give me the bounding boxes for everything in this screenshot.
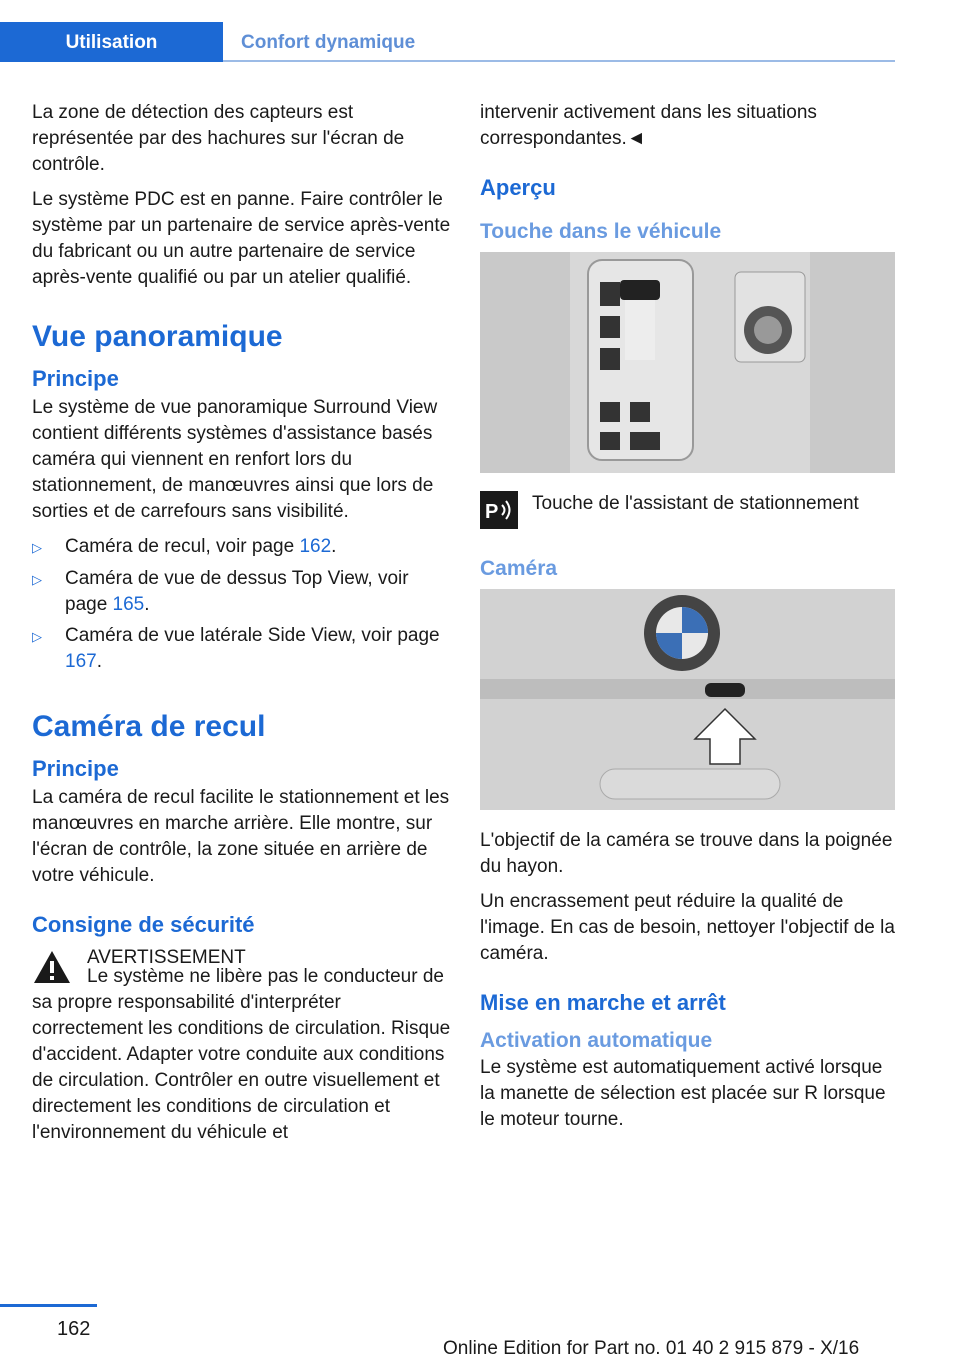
- left-column: [32, 100, 452, 1146]
- icon-caption: Touche de l'assistant de stationnement: [532, 493, 859, 514]
- park-assist-icon: [480, 491, 518, 529]
- paragraph: Le système PDC est en panne. Faire contrôler le système par un partenaire de service après-vente du fabricant ou un autre partenaire de service après-vente qualifié ou par un atelier qualifié.: [32, 189, 451, 288]
- bullet-list: [32, 534, 452, 675]
- paragraph: Le système est automatiquement activé lorsque la manette de sélection est placée sur R lorsque le moteur tourne.: [480, 1057, 886, 1130]
- page-link[interactable]: 165: [112, 594, 145, 615]
- tab-confort-dynamique[interactable]: Confort dynamique: [241, 32, 416, 53]
- triangle-bullet-icon: ▷: [32, 629, 42, 644]
- subsection-heading: Mise en marche et arrêt: [480, 990, 726, 1015]
- page-link[interactable]: 162: [299, 536, 332, 557]
- paragraph: L'objectif de la caméra se trouve dans la poignée du hayon.: [480, 830, 893, 877]
- warning-title: AVERTISSEMENT: [87, 947, 246, 968]
- footer-rule: [0, 1304, 97, 1307]
- page-number: 162: [57, 1318, 91, 1340]
- warning-text: Le système ne libère pas le conducteur de sa propre responsabilité d'interpréter correctement les conditions de circulation. Risque d'accident. Adapter votre conduite aux conditions de circulation. Contrôler en outre visuellement et directement les conditions de circulation et l'environnement du véhicule et: [32, 966, 451, 1143]
- section-heading: Caméra de recul: [32, 710, 266, 743]
- right-column: [480, 100, 900, 1142]
- paragraph: Un encrassement peut réduire la qualité de l'image. En cas de besoin, nettoyer l'objectif de la caméra.: [480, 891, 895, 964]
- tailgate-camera-illustration: [480, 589, 895, 810]
- paragraph: La zone de détection des capteurs est représentée par des hachures sur l'écran de contrôle.: [32, 102, 405, 175]
- paragraph: Le système de vue panoramique Surround View contient différents systèmes d'assistance basés caméra qui viennent en renfort lors du stationnement, de manœuvres ainsi que lors de sorties et de carrefours sans visibilité.: [32, 397, 438, 522]
- section-heading: Vue panoramique: [32, 320, 283, 353]
- subsection-heading: Aperçu: [480, 175, 556, 200]
- minor-heading: Caméra: [480, 557, 558, 580]
- page-link[interactable]: 167: [65, 651, 97, 672]
- center-console-illustration: [480, 252, 895, 473]
- list-item: ▷ Caméra de vue de dessus Top View, voir page 165.: [32, 566, 452, 618]
- triangle-bullet-icon: ▷: [32, 572, 42, 587]
- minor-heading: Activation automatique: [480, 1029, 713, 1052]
- list-item: ▷ Caméra de vue latérale Side View, voir page 167.: [32, 623, 452, 675]
- subsection-heading: Consigne de sécurité: [32, 912, 255, 937]
- paragraph: La caméra de recul facilite le stationnement et les manœuvres en marche arrière. Elle montre, sur l'écran de contrôle, la zone située en arrière de votre véhicule.: [32, 787, 450, 886]
- subsection-heading: Principe: [32, 366, 119, 391]
- paragraph: intervenir activement dans les situations correspondantes.◄: [480, 102, 817, 149]
- warning-triangle-icon: [32, 945, 84, 990]
- minor-heading: Touche dans le véhicule: [480, 220, 722, 243]
- triangle-bullet-icon: ▷: [32, 540, 42, 555]
- tab-utilisation[interactable]: Utilisation: [0, 22, 223, 62]
- edition-note: Online Edition for Part no. 01 40 2 915 879 - X/16: [443, 1338, 860, 1359]
- list-item: ▷ Caméra de recul, voir page 162.: [32, 534, 452, 561]
- svg-text:P: P: [485, 501, 499, 523]
- header-divider: [223, 60, 895, 62]
- park-assist-key-row: [480, 491, 900, 529]
- subsection-heading: Principe: [32, 756, 119, 781]
